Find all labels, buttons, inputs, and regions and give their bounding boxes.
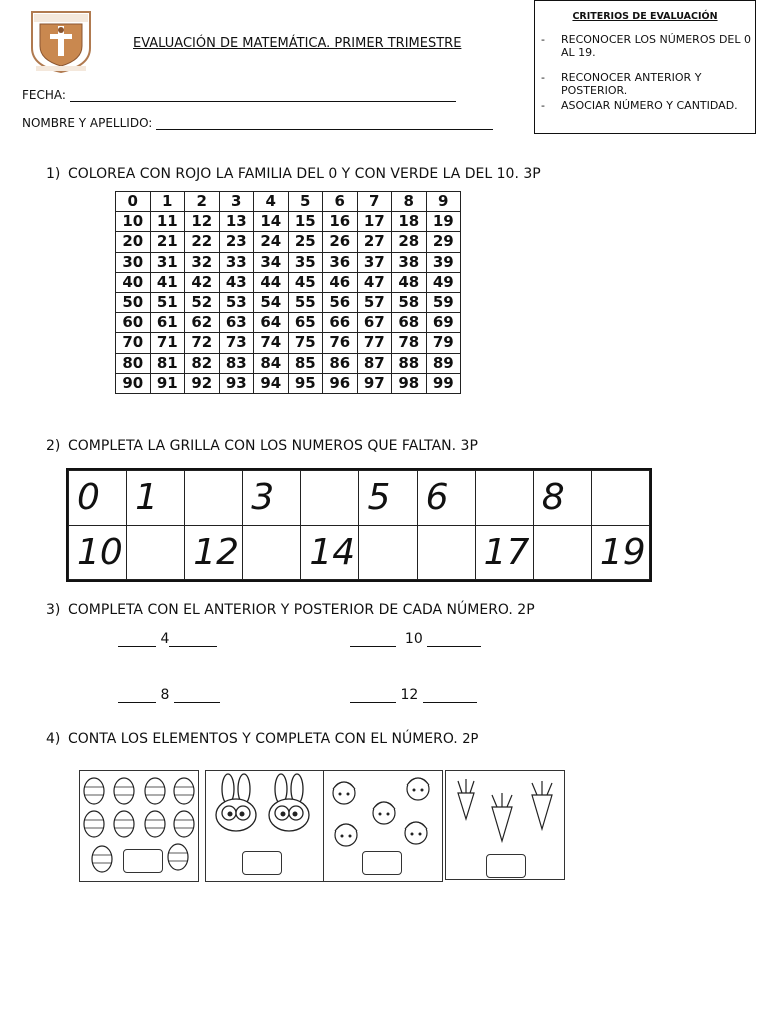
bunny-icons: [206, 771, 324, 851]
hundred-chart-cell[interactable]: 53: [219, 292, 254, 312]
neighbor-number: 10: [404, 631, 423, 647]
grid-cell: 19: [591, 525, 649, 580]
hundred-chart-cell[interactable]: 52: [185, 292, 220, 312]
hundred-chart-cell[interactable]: 70: [116, 333, 151, 353]
hundred-chart-cell[interactable]: 13: [219, 212, 254, 232]
hundred-chart-cell[interactable]: 87: [357, 353, 392, 373]
date-label: FECHA:: [22, 88, 66, 102]
grid-cell-empty[interactable]: [185, 471, 243, 526]
name-label: NOMBRE Y APELLIDO:: [22, 116, 153, 130]
hundred-chart-cell[interactable]: 60: [116, 313, 151, 333]
missing-numbers-grid: [66, 468, 652, 582]
hundred-chart-cell[interactable]: 16: [323, 212, 358, 232]
hundred-chart-cell[interactable]: 59: [426, 292, 461, 312]
after-blank[interactable]: [169, 634, 217, 647]
hundred-chart-cell[interactable]: 25: [288, 232, 323, 252]
hundred-chart-cell[interactable]: 3: [219, 192, 254, 212]
hundred-chart-cell[interactable]: 39: [426, 252, 461, 272]
hundred-chart-cell[interactable]: 28: [392, 232, 427, 252]
grid-cell: 12: [185, 525, 243, 580]
hundred-chart-cell[interactable]: 77: [357, 333, 392, 353]
neighbor-number: 12: [400, 687, 419, 703]
after-blank[interactable]: [427, 634, 481, 647]
hundred-chart-cell[interactable]: 55: [288, 292, 323, 312]
hundred-chart-cell[interactable]: 31: [150, 252, 185, 272]
hundred-chart-cell[interactable]: 88: [392, 353, 427, 373]
hundred-chart-cell[interactable]: 95: [288, 373, 323, 393]
hundred-chart-cell[interactable]: 57: [357, 292, 392, 312]
hundred-chart-cell[interactable]: 51: [150, 292, 185, 312]
hundred-chart-cell[interactable]: 56: [323, 292, 358, 312]
hundred-chart-cell[interactable]: 58: [392, 292, 427, 312]
hundred-chart-cell[interactable]: 48: [392, 272, 427, 292]
hundred-chart-cell[interactable]: 72: [185, 333, 220, 353]
hundred-chart-cell[interactable]: 26: [323, 232, 358, 252]
grid-cell: 8: [533, 471, 591, 526]
hundred-chart-cell[interactable]: 17: [357, 212, 392, 232]
grid-cell-empty[interactable]: [417, 525, 475, 580]
question-3: 3) COMPLETA CON EL ANTERIOR Y POSTERIOR DE CADA NÚMERO. 2P: [46, 602, 535, 618]
hundred-chart-cell[interactable]: 10: [116, 212, 151, 232]
hundred-chart-cell[interactable]: 7: [357, 192, 392, 212]
hundred-chart-cell[interactable]: 66: [323, 313, 358, 333]
grid-cell: 14: [301, 525, 359, 580]
hundred-chart-cell[interactable]: 18: [392, 212, 427, 232]
count-panel-carrots: [445, 770, 565, 880]
grid-cell: 0: [69, 471, 127, 526]
count-panel-eggs: [79, 770, 199, 882]
before-blank[interactable]: [118, 634, 156, 647]
hundred-chart-cell[interactable]: 43: [219, 272, 254, 292]
criteria-box: [534, 0, 756, 134]
hundred-chart-cell[interactable]: 93: [219, 373, 254, 393]
hundred-chart-cell[interactable]: 73: [219, 333, 254, 353]
carrot-icons: [446, 771, 564, 849]
hundred-chart-cell[interactable]: 67: [357, 313, 392, 333]
date-field[interactable]: [22, 88, 456, 102]
hundred-chart-cell[interactable]: 78: [392, 333, 427, 353]
neighbor-exercise[interactable]: [350, 687, 477, 703]
hundred-chart-cell[interactable]: 6: [323, 192, 358, 212]
hundred-chart-cell[interactable]: 42: [185, 272, 220, 292]
answer-box[interactable]: [242, 851, 282, 875]
hundred-chart-cell[interactable]: 71: [150, 333, 185, 353]
grid-cell-empty[interactable]: [359, 525, 417, 580]
hundred-chart-cell[interactable]: 47: [357, 272, 392, 292]
question-1: 1) COLOREA CON ROJO LA FAMILIA DEL 0 Y CON VERDE LA DEL 10. 3P: [46, 166, 541, 182]
hundred-chart-cell[interactable]: 45: [288, 272, 323, 292]
hundred-chart-cell[interactable]: 98: [392, 373, 427, 393]
hundred-chart-cell[interactable]: 94: [254, 373, 289, 393]
grid-cell-empty[interactable]: [243, 525, 301, 580]
hundred-chart-cell[interactable]: 84: [254, 353, 289, 373]
hundred-chart-cell[interactable]: 65: [288, 313, 323, 333]
hundred-chart-cell[interactable]: 1: [150, 192, 185, 212]
hundred-chart-cell[interactable]: 14: [254, 212, 289, 232]
grid-cell: 5: [359, 471, 417, 526]
hundred-chart-cell[interactable]: 12: [185, 212, 220, 232]
grid-cell-empty[interactable]: [591, 471, 649, 526]
hundred-chart-cell[interactable]: 38: [392, 252, 427, 272]
hundred-chart-cell[interactable]: 81: [150, 353, 185, 373]
hundred-chart-cell[interactable]: 20: [116, 232, 151, 252]
hundred-chart-cell[interactable]: 76: [323, 333, 358, 353]
hundred-chart-cell[interactable]: 27: [357, 232, 392, 252]
hundred-chart-cell[interactable]: 0: [116, 192, 151, 212]
question-4: 4) CONTA LOS ELEMENTOS Y COMPLETA CON EL NÚMERO. 2P: [46, 731, 479, 747]
hundred-chart-cell[interactable]: 29: [426, 232, 461, 252]
hundred-chart-cell[interactable]: 37: [357, 252, 392, 272]
before-blank[interactable]: [350, 690, 396, 703]
after-blank[interactable]: [174, 690, 220, 703]
answer-box[interactable]: [123, 849, 163, 873]
criteria-item: - RECONOCER ANTERIOR Y POSTERIOR.: [541, 71, 702, 97]
after-blank[interactable]: [423, 690, 477, 703]
hundred-chart-cell[interactable]: 74: [254, 333, 289, 353]
hundred-chart-cell[interactable]: 97: [357, 373, 392, 393]
hundred-chart-cell[interactable]: 49: [426, 272, 461, 292]
hundred-chart-cell[interactable]: 96: [323, 373, 358, 393]
hundred-chart-cell[interactable]: 9: [426, 192, 461, 212]
hundred-chart: [115, 191, 461, 394]
criteria-title: CRITERIOS DE EVALUACIÓN: [572, 11, 718, 22]
hundred-chart-cell[interactable]: 44: [254, 272, 289, 292]
hundred-chart-cell[interactable]: 8: [392, 192, 427, 212]
girl-face-icons: [324, 771, 442, 853]
hundred-chart-cell[interactable]: 89: [426, 353, 461, 373]
criteria-item: - RECONOCER LOS NÚMEROS DEL 0 AL 19.: [541, 33, 752, 59]
hundred-chart-cell[interactable]: 11: [150, 212, 185, 232]
hundred-chart-cell[interactable]: 15: [288, 212, 323, 232]
page-title: EVALUACIÓN DE MATEMÁTICA. PRIMER TRIMESTRE: [133, 36, 462, 51]
hundred-chart-cell[interactable]: 4: [254, 192, 289, 212]
date-line[interactable]: [70, 89, 456, 102]
hundred-chart-cell[interactable]: 63: [219, 313, 254, 333]
hundred-chart-cell[interactable]: 34: [254, 252, 289, 272]
hundred-chart-cell[interactable]: 41: [150, 272, 185, 292]
hundred-chart-cell[interactable]: 21: [150, 232, 185, 252]
hundred-chart-cell[interactable]: 2: [185, 192, 220, 212]
hundred-chart-cell[interactable]: 23: [219, 232, 254, 252]
grid-cell: 17: [475, 525, 533, 580]
hundred-chart-cell[interactable]: 68: [392, 313, 427, 333]
hundred-chart-cell[interactable]: 33: [219, 252, 254, 272]
hundred-chart-cell[interactable]: 64: [254, 313, 289, 333]
name-line[interactable]: [156, 117, 493, 130]
neighbor-exercise[interactable]: [350, 631, 481, 647]
neighbor-number: 8: [160, 687, 170, 703]
count-panel-faces: [323, 770, 443, 882]
question-2: 2) COMPLETA LA GRILLA CON LOS NUMEROS QUE FALTAN. 3P: [46, 438, 478, 454]
hundred-chart-cell[interactable]: 61: [150, 313, 185, 333]
grid-cell-empty[interactable]: [301, 471, 359, 526]
hundred-chart-cell[interactable]: 90: [116, 373, 151, 393]
hundred-chart-cell[interactable]: 69: [426, 313, 461, 333]
name-field[interactable]: [22, 116, 493, 130]
hundred-chart-cell[interactable]: 19: [426, 212, 461, 232]
hundred-chart-cell[interactable]: 92: [185, 373, 220, 393]
hundred-chart-cell[interactable]: 40: [116, 272, 151, 292]
hundred-chart-cell[interactable]: 86: [323, 353, 358, 373]
answer-box[interactable]: [362, 851, 402, 875]
answer-box[interactable]: [486, 854, 526, 878]
grid-cell-empty[interactable]: [127, 525, 185, 580]
hundred-chart-cell[interactable]: 35: [288, 252, 323, 272]
hundred-chart-cell[interactable]: 5: [288, 192, 323, 212]
count-panel-bunnies: [205, 770, 325, 882]
hundred-chart-cell[interactable]: 36: [323, 252, 358, 272]
before-blank[interactable]: [118, 690, 156, 703]
neighbor-exercise[interactable]: [118, 631, 217, 647]
hundred-chart-cell[interactable]: 22: [185, 232, 220, 252]
hundred-chart-cell[interactable]: 50: [116, 292, 151, 312]
hundred-chart-cell[interactable]: 24: [254, 232, 289, 252]
school-logo: [26, 8, 96, 74]
hundred-chart-cell[interactable]: 80: [116, 353, 151, 373]
hundred-chart-cell[interactable]: 32: [185, 252, 220, 272]
hundred-chart-cell[interactable]: 91: [150, 373, 185, 393]
grid-cell: 1: [127, 471, 185, 526]
grid-cell: 6: [417, 471, 475, 526]
hundred-chart-cell[interactable]: 62: [185, 313, 220, 333]
hundred-chart-cell[interactable]: 46: [323, 272, 358, 292]
hundred-chart-cell[interactable]: 83: [219, 353, 254, 373]
hundred-chart-cell[interactable]: 30: [116, 252, 151, 272]
before-blank[interactable]: [350, 634, 396, 647]
hundred-chart-cell[interactable]: 99: [426, 373, 461, 393]
grid-cell-empty[interactable]: [533, 525, 591, 580]
grid-cell-empty[interactable]: [475, 471, 533, 526]
hundred-chart-cell[interactable]: 54: [254, 292, 289, 312]
hundred-chart-cell[interactable]: 75: [288, 333, 323, 353]
hundred-chart-cell[interactable]: 82: [185, 353, 220, 373]
neighbor-exercise[interactable]: [118, 687, 220, 703]
hundred-chart-cell[interactable]: 85: [288, 353, 323, 373]
grid-cell: 10: [69, 525, 127, 580]
criteria-item: - ASOCIAR NÚMERO Y CANTIDAD.: [541, 99, 738, 112]
hundred-chart-cell[interactable]: 79: [426, 333, 461, 353]
neighbor-number: 4: [160, 631, 170, 647]
grid-cell: 3: [243, 471, 301, 526]
